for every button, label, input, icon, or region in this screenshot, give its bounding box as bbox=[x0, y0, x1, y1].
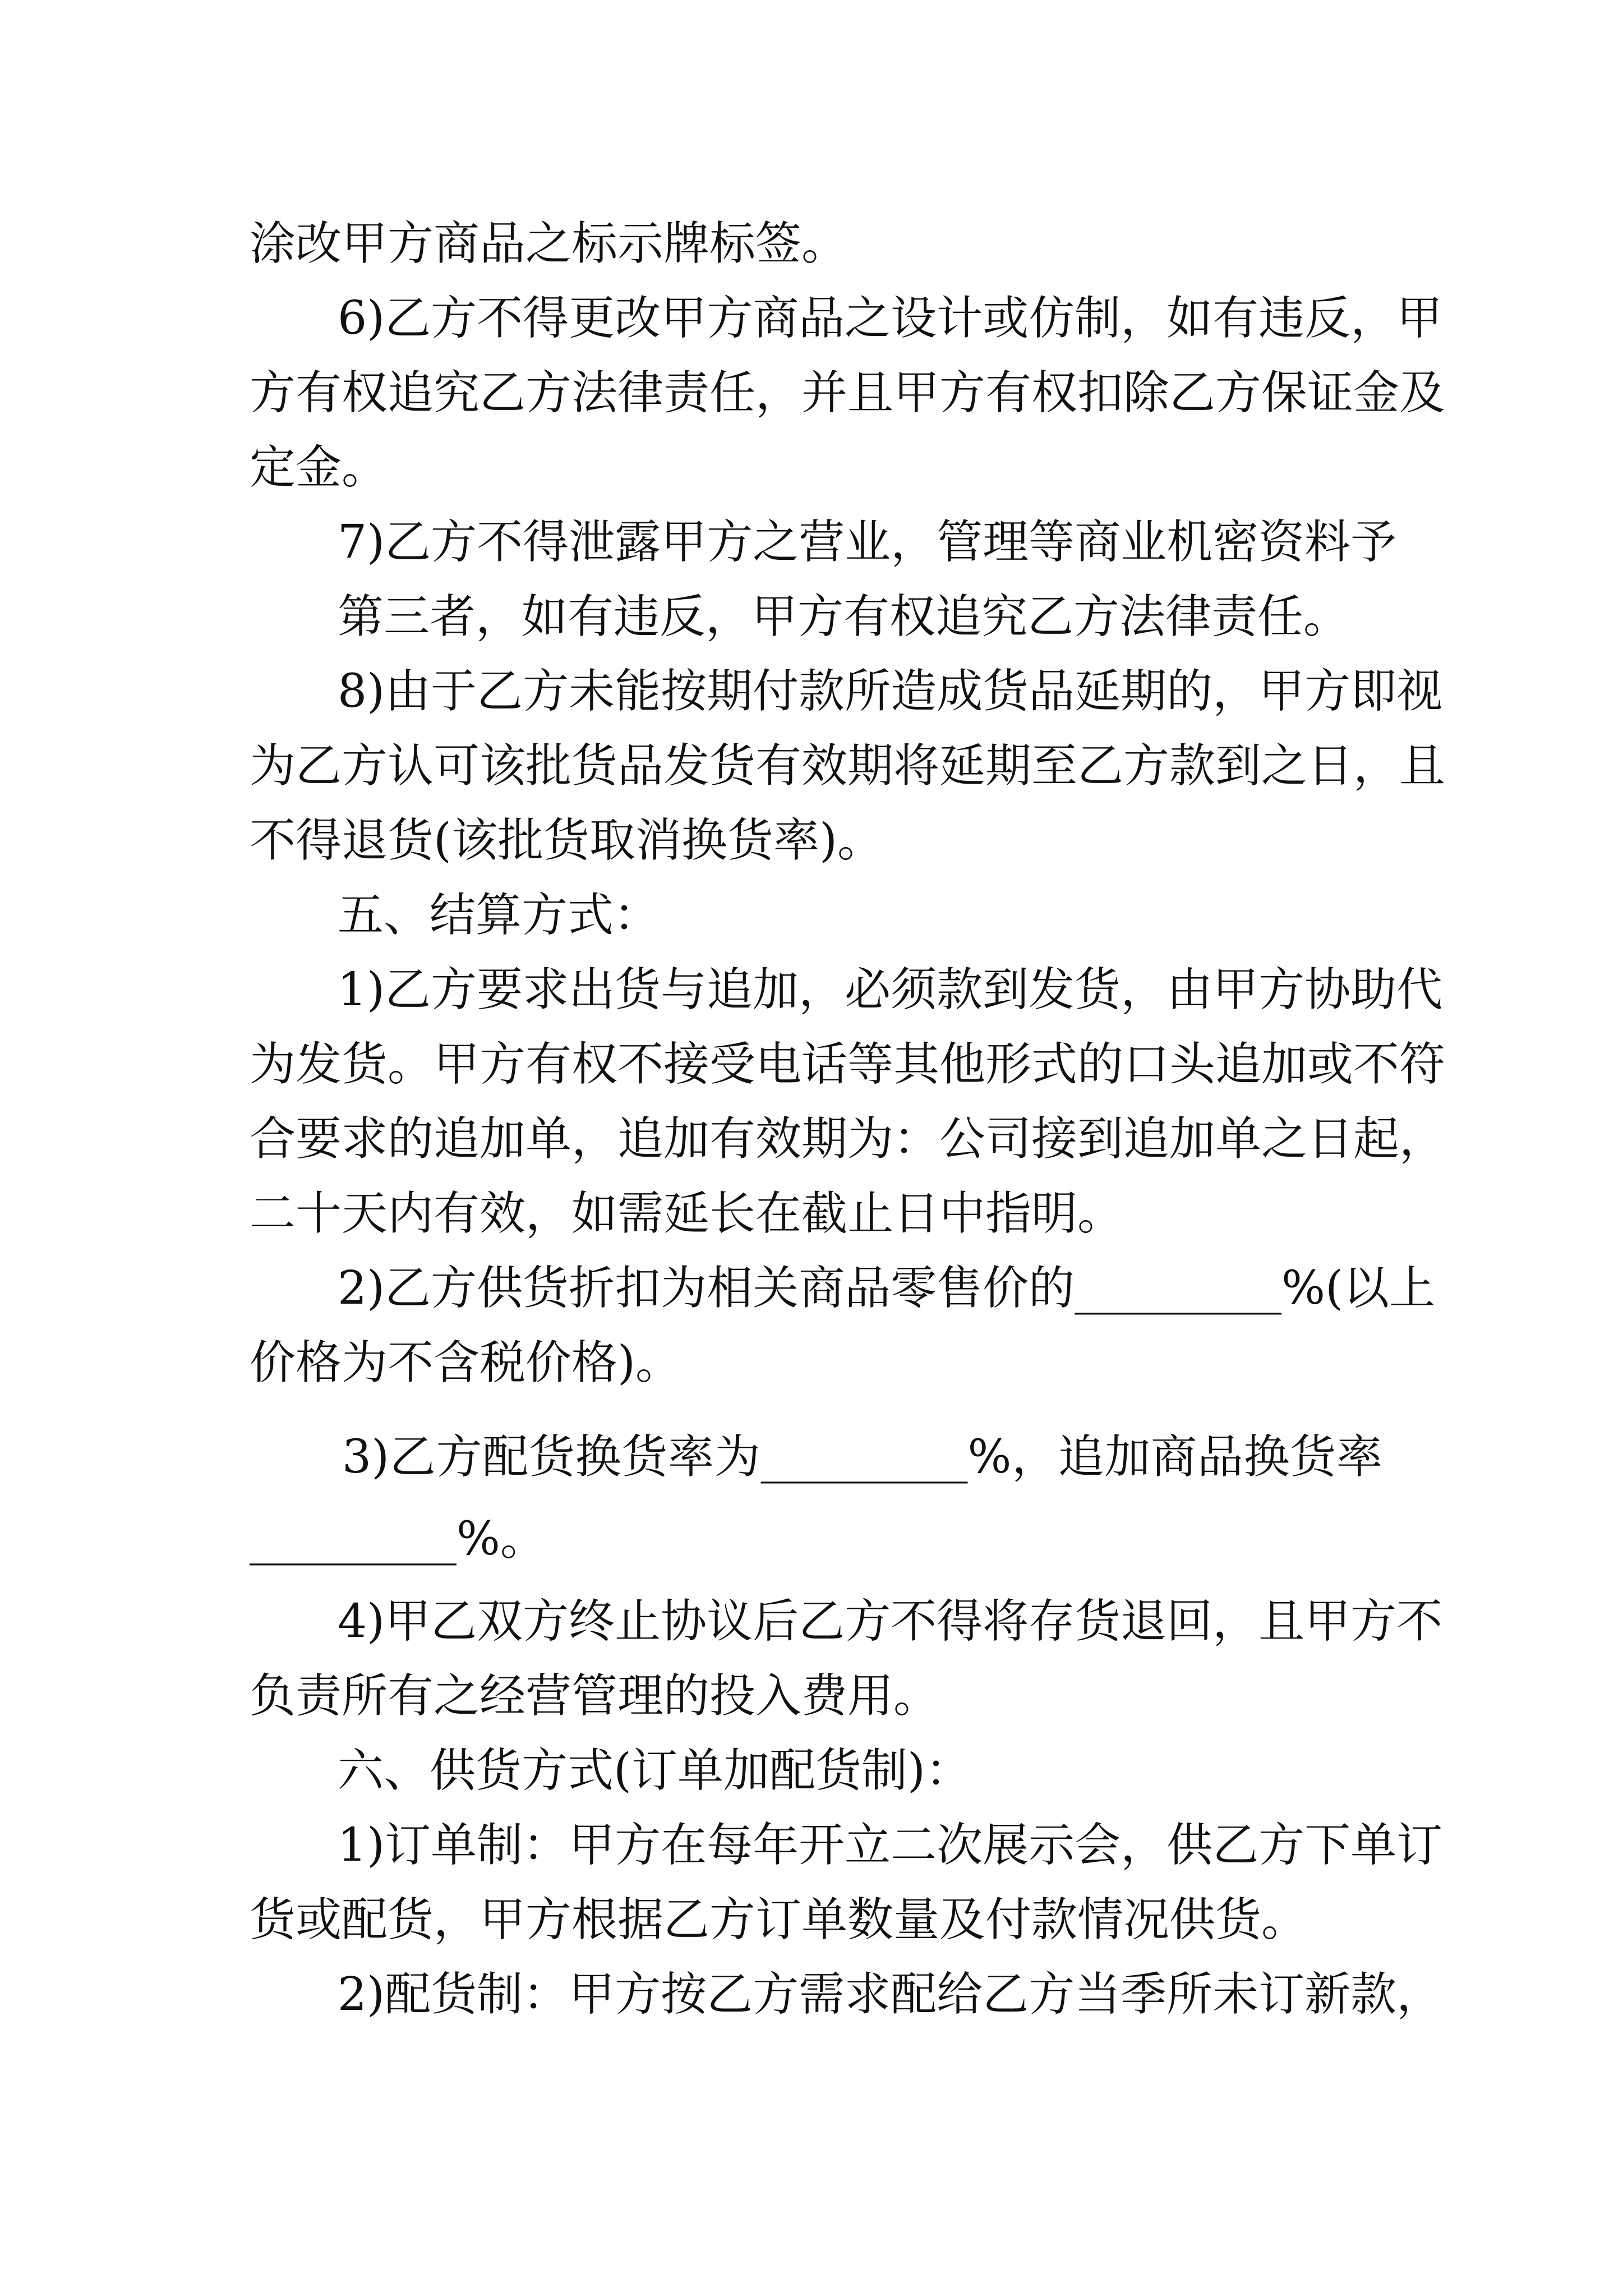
text-line: 2)配货制：甲方按乙方需求配给乙方当季所未订新款， bbox=[338, 1968, 1443, 2021]
text-line: 二十天内有效，如需延长在截止日中指明。 bbox=[250, 1187, 1124, 1240]
section-heading: 五、结算方式： bbox=[338, 889, 660, 942]
text-line: 3)乙方配货换货率为_________%，追加商品换货率 bbox=[342, 1430, 1382, 1484]
text-line: 方有权追究乙方法律责任，并且甲方有权扣除乙方保证金及 bbox=[250, 366, 1446, 420]
text-line: 第三者，如有违反，甲方有权追究乙方法律责任。 bbox=[338, 590, 1350, 643]
text-line: 不得退货(该批货取消换货率)。 bbox=[250, 814, 883, 867]
text-line: 4)甲乙双方终止协议后乙方不得将存货退回，且甲方不 bbox=[338, 1595, 1443, 1648]
text-line: 涂改甲方商品之标示牌标签。 bbox=[250, 217, 848, 270]
text-line: 定金。 bbox=[250, 441, 388, 494]
text-line: 货或配货，甲方根据乙方订单数量及付款情况供货。 bbox=[250, 1893, 1308, 1947]
text-line: 为乙方认可该批货品发货有效期将延期至乙方款到之日，且 bbox=[250, 739, 1446, 793]
section-heading: 六、供货方式(订单加配货制)： bbox=[338, 1744, 971, 1797]
text-line: 8)由于乙方未能按期付款所造成货品延期的，甲方即视 bbox=[338, 665, 1443, 718]
text-line: 7)乙方不得泄露甲方之营业，管理等商业机密资料予 bbox=[338, 516, 1397, 569]
text-line: 6)乙方不得更改甲方商品之设计或仿制，如有违反，甲 bbox=[338, 292, 1443, 345]
text-line: _________%。 bbox=[250, 1512, 546, 1566]
text-line: 负责所有之经营管理的投入费用。 bbox=[250, 1669, 940, 1723]
text-line: 1)乙方要求出货与追加，必须款到发货，由甲方协助代 bbox=[338, 963, 1443, 1016]
text-line: 合要求的追加单，追加有效期为：公司接到追加单之日起， bbox=[250, 1112, 1446, 1166]
text-line: 2)乙方供货折扣为相关商品零售价的_________%(以上 bbox=[338, 1262, 1436, 1315]
text-line: 价格为不含税价格)。 bbox=[250, 1336, 681, 1389]
text-line: 1)订单制：甲方在每年开立二次展示会，供乙方下单订 bbox=[338, 1819, 1443, 1872]
text-line: 为发货。甲方有权不接受电话等其他形式的口头追加或不符 bbox=[250, 1038, 1446, 1091]
